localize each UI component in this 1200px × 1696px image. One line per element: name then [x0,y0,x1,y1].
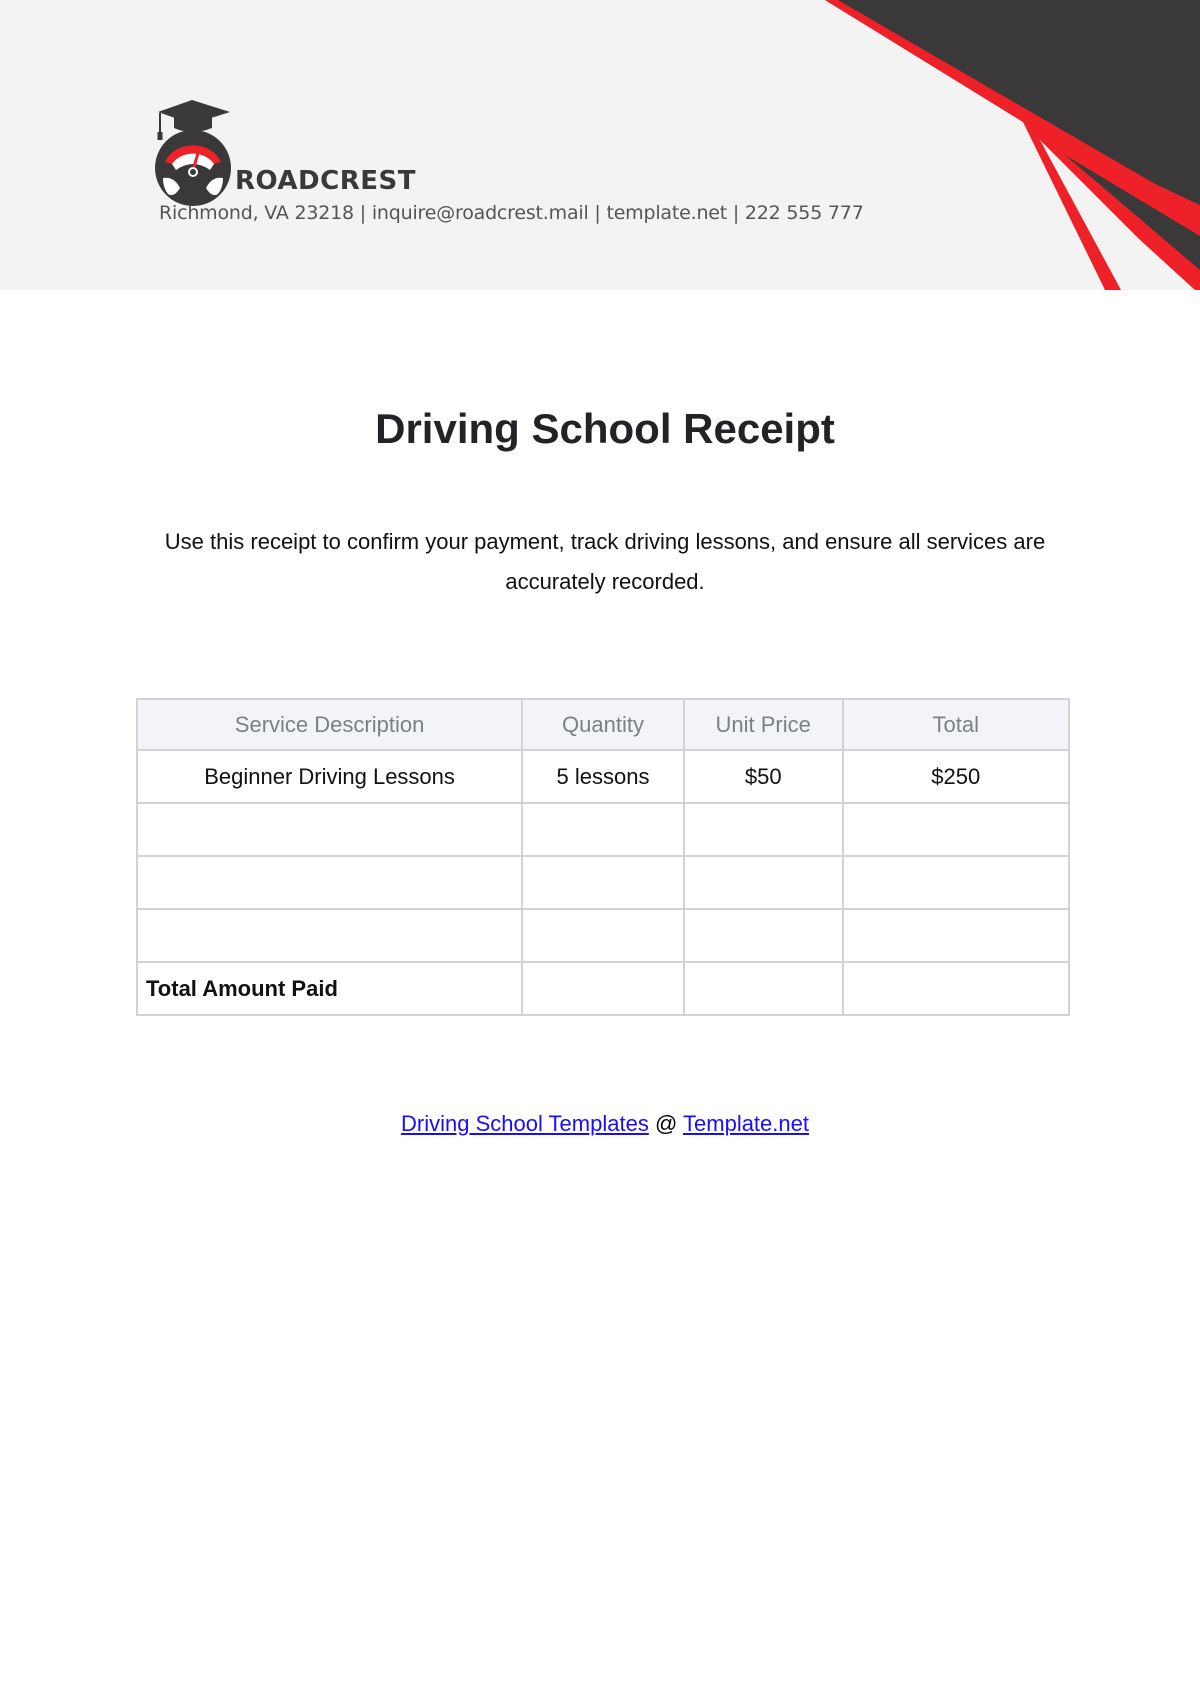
header-total: Total [843,699,1069,750]
contact-info: Richmond, VA 23218 | inquire@roadcrest.mail | template.net | 222 555 777 [159,202,864,224]
brand-name: ROADCREST [235,166,416,196]
cell-total [843,856,1069,909]
total-row [137,962,1069,1015]
table-row [137,856,1069,909]
cell-quantity [522,909,684,962]
cell-unit-price [684,803,843,856]
cell-total [843,803,1069,856]
cell-unit-price [684,909,843,962]
page-title: Driving School Receipt [375,405,835,452]
cell-service-description: Beginner Driving Lessons [137,750,522,803]
header-unit-price: Unit Price [684,699,843,750]
header-quantity: Quantity [522,699,684,750]
total-quantity-cell [522,962,684,1015]
header-band [0,0,1200,290]
cell-quantity [522,803,684,856]
intro-paragraph: Use this receipt to confirm your payment, track driving lessons, and ensure all services are accurately recorded. [164,529,1046,594]
footer-credit [0,1111,1200,1137]
cell-service-description [137,856,522,909]
table-row [137,750,1069,803]
cell-unit-price: $50 [684,750,843,803]
cell-service-description [137,803,522,856]
steering-wheel-graduation-cap-icon [152,98,242,208]
cell-total: $250 [843,750,1069,803]
table-header-row [137,699,1069,750]
total-unit-price-cell [684,962,843,1015]
total-amount-cell [843,962,1069,1015]
table-row [137,909,1069,962]
footer-separator: @ [654,1111,678,1136]
cell-service-description [137,909,522,962]
header-service-description: Service Description [137,699,522,750]
receipt-table [136,698,1070,1016]
driving-school-templates-link[interactable]: Driving School Templates [401,1111,649,1136]
table-row [137,803,1069,856]
cell-quantity: 5 lessons [522,750,684,803]
total-amount-paid-label: Total Amount Paid [137,962,522,1015]
template-net-link[interactable]: Template.net [683,1111,809,1136]
cell-total [843,909,1069,962]
cell-quantity [522,856,684,909]
cell-unit-price [684,856,843,909]
